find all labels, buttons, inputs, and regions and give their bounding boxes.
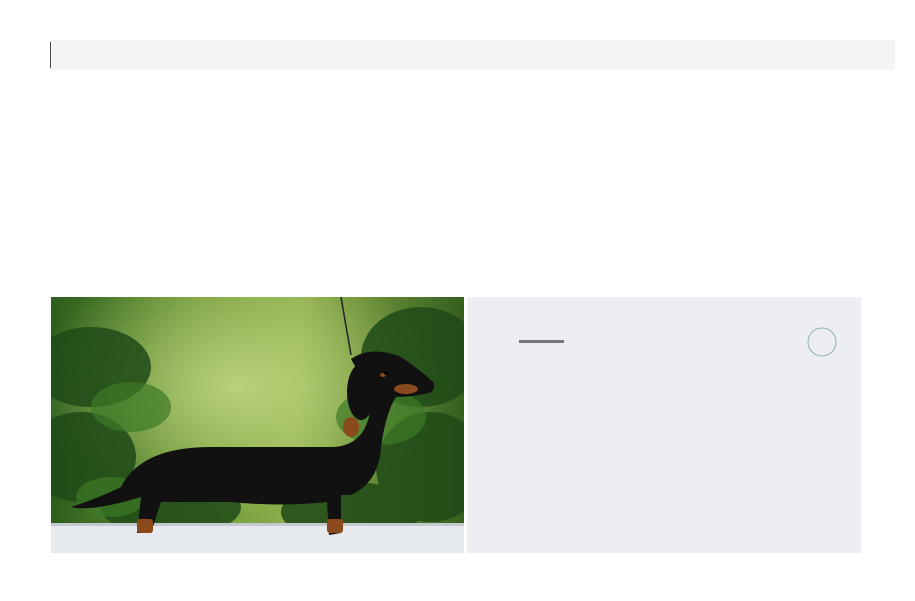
text-cursor bbox=[50, 42, 51, 68]
title-highlight bbox=[50, 40, 895, 70]
dachshund-image bbox=[51, 297, 464, 553]
dog-photo bbox=[51, 297, 464, 553]
pedigree-scan bbox=[467, 297, 861, 553]
pedigree-document bbox=[467, 297, 861, 553]
